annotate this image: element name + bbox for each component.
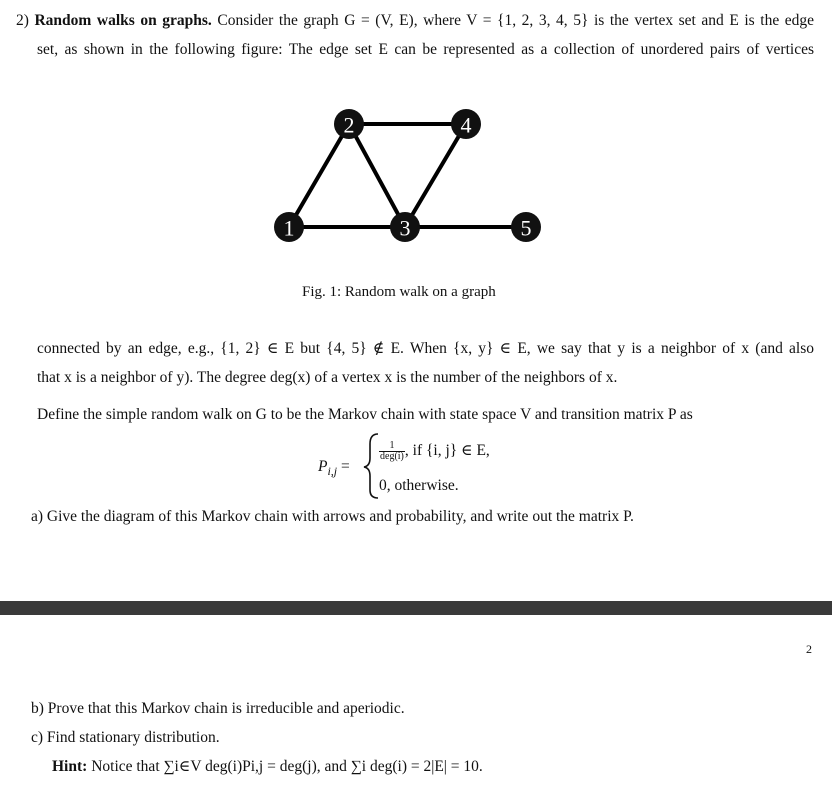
figure-caption: Fig. 1: Random walk on a graph: [302, 284, 496, 300]
body-line-4: that x is a neighbor of y). The degree deg(x) of a vertex x is the number of the neighbors of x.: [37, 369, 618, 386]
page-divider: [0, 601, 832, 615]
hint: [52, 757, 483, 777]
part-a: a) Give the diagram of this Markov chain with arrows and probability, and write out the matrix P.: [31, 508, 634, 525]
problem-number: 2): [16, 12, 29, 29]
node-label-1: 1: [283, 215, 295, 241]
problem-line-2: set, as shown in the following figure: The edge set E can be represented as a collection of unordered pairs of vertices: [37, 41, 814, 58]
formula-case-2: 0, otherwise.: [379, 477, 459, 494]
page-number: 2: [806, 642, 812, 656]
part-b: b) Prove that this Markov chain is irreducible and aperiodic.: [31, 700, 405, 717]
fraction: $\frac{1}{\text{deg(i)}}$: [380, 440, 404, 462]
hint-text: Notice that ∑i∈V deg(i)Pi,j = deg(j), and ∑i deg(i) = 2|E| = 10.: [91, 758, 483, 775]
node-label-4: 4: [460, 112, 472, 138]
problem-intro: Consider the graph G = (V, E), where V = {1, 2, 3, 4, 5} is the vertex set and E is the edge: [217, 12, 815, 29]
body-line-5: Define the simple random walk on G to be the Markov chain with state space V and transition matrix P as: [37, 406, 693, 423]
formula-lhs: $P_{i,j}$ =: [318, 458, 350, 479]
hint-label: Hint:: [52, 758, 88, 775]
problem-title: Random walks on graphs.: [34, 12, 212, 29]
node-label-2: 2: [343, 112, 355, 138]
body-line-3: connected by an edge, e.g., {1, 2} ∈ E but {4, 5} ∉ E. When {x, y} ∈ E, we say that y is a neighbor of x (and also: [37, 340, 814, 357]
formula-case-1: $\frac{1}{\text{deg(i)}}$ , if {i, j} ∈ E,: [380, 440, 490, 462]
node-label-5: 5: [520, 215, 532, 241]
part-c: c) Find stationary distribution.: [31, 729, 220, 746]
node-label-3: 3: [399, 215, 411, 241]
